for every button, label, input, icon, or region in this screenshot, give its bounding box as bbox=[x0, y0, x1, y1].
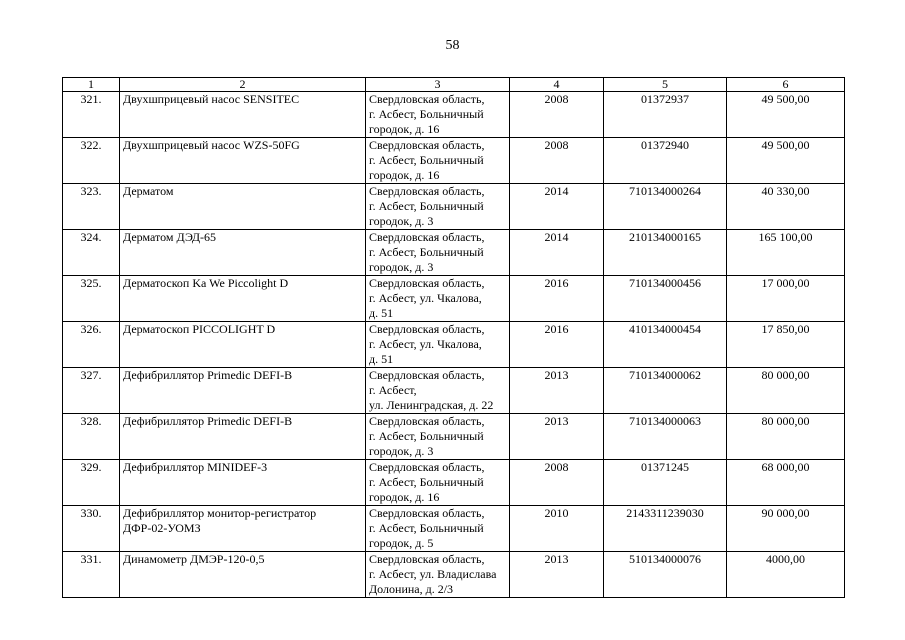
row-number: 323. bbox=[63, 184, 120, 230]
item-address: Свердловская область, г. Асбест, ул. Ленинградская, д. 22 bbox=[366, 368, 510, 414]
item-address: Свердловская область, г. Асбест, ул. Чкалова, д. 51 bbox=[366, 276, 510, 322]
table-header-row bbox=[63, 78, 845, 92]
item-inventory-number: 01372940 bbox=[604, 138, 727, 184]
item-year: 2016 bbox=[510, 276, 604, 322]
item-address: Свердловская область, г. Асбест, ул. Чкалова, д. 51 bbox=[366, 322, 510, 368]
item-cost: 80 000,00 bbox=[727, 368, 845, 414]
item-cost: 49 500,00 bbox=[727, 138, 845, 184]
row-number: 328. bbox=[63, 414, 120, 460]
equipment-table bbox=[62, 77, 845, 598]
row-number: 322. bbox=[63, 138, 120, 184]
page-number: 58 bbox=[445, 38, 460, 53]
row-number: 331. bbox=[63, 552, 120, 598]
item-name: Дерматоскоп PICCOLIGHT D bbox=[120, 322, 366, 368]
row-number: 324. bbox=[63, 230, 120, 276]
item-cost: 80 000,00 bbox=[727, 414, 845, 460]
row-number: 326. bbox=[63, 322, 120, 368]
table-row bbox=[63, 184, 845, 230]
item-name: Дефибриллятор MINIDEF-3 bbox=[120, 460, 366, 506]
item-cost: 165 100,00 bbox=[727, 230, 845, 276]
item-address: Свердловская область, г. Асбест, Больничный городок, д. 3 bbox=[366, 184, 510, 230]
item-year: 2008 bbox=[510, 460, 604, 506]
item-year: 2010 bbox=[510, 506, 604, 552]
item-address: Свердловская область, г. Асбест, Больничный городок, д. 16 bbox=[366, 460, 510, 506]
item-name: Двухшприцевый насос WZS-50FG bbox=[120, 138, 366, 184]
column-header: 2 bbox=[120, 78, 366, 92]
item-inventory-number: 410134000454 bbox=[604, 322, 727, 368]
item-year: 2013 bbox=[510, 552, 604, 598]
row-number: 327. bbox=[63, 368, 120, 414]
item-inventory-number: 710134000264 bbox=[604, 184, 727, 230]
item-name: Дерматом ДЭД-65 bbox=[120, 230, 366, 276]
table-row bbox=[63, 92, 845, 138]
item-address: Свердловская область, г. Асбест, Больничный городок, д. 3 bbox=[366, 414, 510, 460]
row-number: 329. bbox=[63, 460, 120, 506]
item-name: Дерматом bbox=[120, 184, 366, 230]
item-address: Свердловская область, г. Асбест, Больничный городок, д. 5 bbox=[366, 506, 510, 552]
table-row bbox=[63, 368, 845, 414]
item-year: 2014 bbox=[510, 184, 604, 230]
item-year: 2014 bbox=[510, 230, 604, 276]
item-name: Динамометр ДМЭР-120-0,5 bbox=[120, 552, 366, 598]
item-address: Свердловская область, г. Асбест, Больничный городок, д. 16 bbox=[366, 138, 510, 184]
table-row bbox=[63, 414, 845, 460]
table-row bbox=[63, 322, 845, 368]
item-inventory-number: 210134000165 bbox=[604, 230, 727, 276]
item-cost: 4000,00 bbox=[727, 552, 845, 598]
table-row bbox=[63, 552, 845, 598]
table-row bbox=[63, 276, 845, 322]
item-cost: 40 330,00 bbox=[727, 184, 845, 230]
item-cost: 17 000,00 bbox=[727, 276, 845, 322]
column-header: 5 bbox=[604, 78, 727, 92]
item-year: 2008 bbox=[510, 138, 604, 184]
item-name: Дерматоскоп Ka We Piccolight D bbox=[120, 276, 366, 322]
item-name: Двухшприцевый насос SENSITEC bbox=[120, 92, 366, 138]
item-cost: 17 850,00 bbox=[727, 322, 845, 368]
table-row bbox=[63, 230, 845, 276]
column-header: 3 bbox=[366, 78, 510, 92]
item-inventory-number: 710134000456 bbox=[604, 276, 727, 322]
item-inventory-number: 710134000062 bbox=[604, 368, 727, 414]
item-name: Дефибриллятор монитор-регистратор ДФР-02-УОМЗ bbox=[120, 506, 366, 552]
row-number: 325. bbox=[63, 276, 120, 322]
item-year: 2008 bbox=[510, 92, 604, 138]
item-cost: 49 500,00 bbox=[727, 92, 845, 138]
table-row bbox=[63, 460, 845, 506]
item-inventory-number: 510134000076 bbox=[604, 552, 727, 598]
item-name: Дефибриллятор Primedic DEFI-B bbox=[120, 368, 366, 414]
table-row bbox=[63, 138, 845, 184]
row-number: 330. bbox=[63, 506, 120, 552]
item-cost: 68 000,00 bbox=[727, 460, 845, 506]
item-cost: 90 000,00 bbox=[727, 506, 845, 552]
item-year: 2013 bbox=[510, 414, 604, 460]
item-address: Свердловская область, г. Асбест, Больничный городок, д. 16 bbox=[366, 92, 510, 138]
item-address: Свердловская область, г. Асбест, Больничный городок, д. 3 bbox=[366, 230, 510, 276]
item-year: 2013 bbox=[510, 368, 604, 414]
column-header: 1 bbox=[63, 78, 120, 92]
item-inventory-number: 2143311239030 bbox=[604, 506, 727, 552]
item-inventory-number: 710134000063 bbox=[604, 414, 727, 460]
item-address: Свердловская область, г. Асбест, ул. Владислава Долонина, д. 2/3 bbox=[366, 552, 510, 598]
column-header: 4 bbox=[510, 78, 604, 92]
item-name: Дефибриллятор Primedic DEFI-B bbox=[120, 414, 366, 460]
table-row bbox=[63, 506, 845, 552]
row-number: 321. bbox=[63, 92, 120, 138]
item-inventory-number: 01372937 bbox=[604, 92, 727, 138]
item-year: 2016 bbox=[510, 322, 604, 368]
item-inventory-number: 01371245 bbox=[604, 460, 727, 506]
column-header: 6 bbox=[727, 78, 845, 92]
